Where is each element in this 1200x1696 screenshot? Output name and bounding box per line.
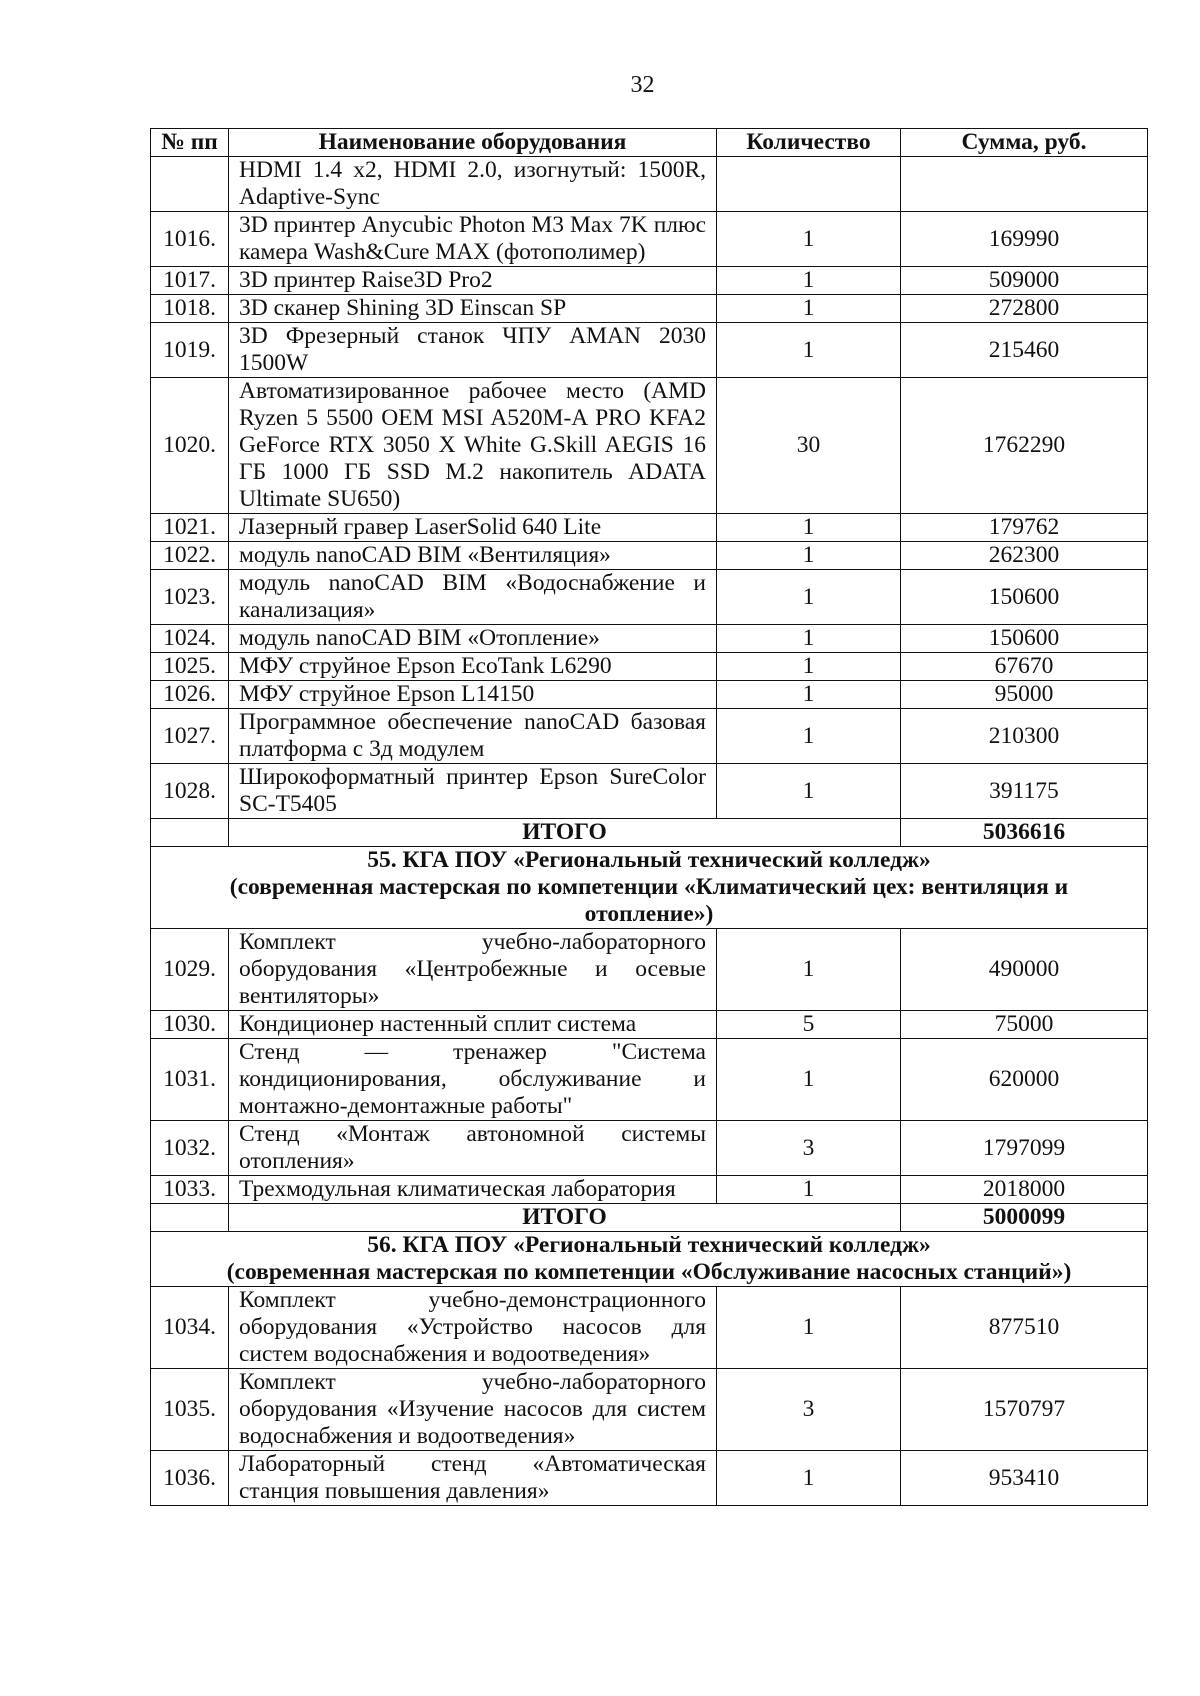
row-name: МФУ струйное Epson EcoTank L6290 [229,653,717,681]
row-number: 1030. [151,1011,229,1039]
row-name: Программное обеспечение nanoCAD базовая платформа с 3д модулем [229,709,717,764]
row-name: 3D принтер Anycubic Photon M3 Max 7K плюс камера Wash&Cure MAX (фотополимер) [229,212,717,267]
row-number: 1032. [151,1121,229,1176]
total-sum: 5000099 [901,1204,1148,1232]
row-name: Автоматизированное рабочее место (AMD Ryzen 5 5500 OEM MSI A520M-A PRO KFA2 GeForce RTX 3050 X White G.Skill AEGIS 16 ГБ 1000 ГБ SSD M.2 накопитель ADATA Ultimate SU650) [229,378,717,514]
row-name: Стенд — тренажер "Система кондиционирования, обслуживание и монтажно-демонтажные работы" [229,1039,717,1121]
row-sum: 391175 [901,764,1148,819]
column-header-quantity: Количество [717,129,901,157]
table-row [151,212,1148,267]
column-header-name: Наименование оборудования [229,129,717,157]
row-sum: 169990 [901,212,1148,267]
row-quantity: 1 [717,570,901,625]
table-row [151,1451,1148,1506]
row-quantity: 1 [717,542,901,570]
row-name: модуль nanoCAD BIM «Вентиляция» [229,542,717,570]
row-sum: 877510 [901,1287,1148,1369]
table-row [151,1369,1148,1451]
row-name: Широкоформатный принтер Epson SureColor SC-T5405 [229,764,717,819]
row-number: 1036. [151,1451,229,1506]
row-name: модуль nanoCAD BIM «Отопление» [229,625,717,653]
row-quantity: 1 [717,212,901,267]
row-number: 1029. [151,929,229,1011]
row-number: 1035. [151,1369,229,1451]
row-sum: 1762290 [901,378,1148,514]
equipment-table [150,128,1148,1506]
row-number: 1026. [151,681,229,709]
row-sum: 150600 [901,570,1148,625]
row-quantity: 1 [717,1176,901,1204]
row-number: 1018. [151,295,229,323]
row-number: 1017. [151,267,229,295]
table-row [151,1176,1148,1204]
row-quantity: 3 [717,1369,901,1451]
table-row [151,267,1148,295]
row-quantity: 1 [717,929,901,1011]
row-number: 1027. [151,709,229,764]
row-number: 1033. [151,1176,229,1204]
total-empty-cell [151,819,229,847]
row-quantity: 1 [717,1039,901,1121]
table-row [151,625,1148,653]
table-row [151,1039,1148,1121]
section-title: 56. КГА ПОУ «Региональный технический колледж» [367,1232,931,1258]
row-quantity: 3 [717,1121,901,1176]
total-label: ИТОГО [229,1204,901,1232]
column-header-sum: Сумма, руб. [901,129,1148,157]
row-name: 3D принтер Raise3D Pro2 [229,267,717,295]
row-number: 1019. [151,323,229,378]
table-row [151,542,1148,570]
row-name: модуль nanoCAD BIM «Водоснабжение и канализация» [229,570,717,625]
table-row [151,653,1148,681]
row-quantity: 5 [717,1011,901,1039]
row-sum: 150600 [901,625,1148,653]
row-sum: 179762 [901,514,1148,542]
row-quantity: 1 [717,1451,901,1506]
row-quantity: 1 [717,514,901,542]
row-name: Лабораторный стенд «Автоматическая станция повышения давления» [229,1451,717,1506]
table-row [151,295,1148,323]
section-heading [151,1232,1148,1287]
row-name: Лазерный гравер LaserSolid 640 Lite [229,514,717,542]
row-sum: 272800 [901,295,1148,323]
row-sum [901,157,1148,212]
table-row [151,929,1148,1011]
row-number: 1016. [151,212,229,267]
table-row [151,570,1148,625]
row-name: 3D сканер Shining 3D Einscan SP [229,295,717,323]
row-sum: 620000 [901,1039,1148,1121]
row-sum: 210300 [901,709,1148,764]
row-quantity: 1 [717,625,901,653]
row-sum: 2018000 [901,1176,1148,1204]
table-row [151,323,1148,378]
row-number: 1024. [151,625,229,653]
total-row [151,819,1148,847]
row-name: Комплект учебно-лабораторного оборудования «Центробежные и осевые вентиляторы» [229,929,717,1011]
section-title: 55. КГА ПОУ «Региональный технический колледж» [367,847,931,873]
row-sum: 67670 [901,653,1148,681]
table-row [151,378,1148,514]
section-subtitle: (современная мастерская по компетенции «Климатический цех: вентиляция и отопление») [229,874,1069,927]
row-name: Стенд «Монтаж автономной системы отопления» [229,1121,717,1176]
row-sum: 1797099 [901,1121,1148,1176]
row-sum: 953410 [901,1451,1148,1506]
table-row [151,514,1148,542]
section-header-56 [151,1232,1148,1287]
row-quantity: 30 [717,378,901,514]
row-number: 1034. [151,1287,229,1369]
table-row [151,681,1148,709]
table-header-row [151,129,1148,157]
section-heading [151,847,1148,929]
total-empty-cell [151,1204,229,1232]
row-name: Комплект учебно-лабораторного оборудования «Изучение насосов для систем водоснабжения и водоотведения» [229,1369,717,1451]
table-row [151,709,1148,764]
table-row [151,1121,1148,1176]
row-name: HDMI 1.4 x2, HDMI 2.0, изогнутый: 1500R, Adaptive-Sync [229,157,717,212]
row-name: Кондиционер настенный сплит система [229,1011,717,1039]
row-sum: 1570797 [901,1369,1148,1451]
row-quantity: 1 [717,295,901,323]
table-row [151,1287,1148,1369]
row-number: 1028. [151,764,229,819]
row-sum: 490000 [901,929,1148,1011]
row-quantity: 1 [717,323,901,378]
row-quantity: 1 [717,709,901,764]
row-number: 1031. [151,1039,229,1121]
table-row [151,1011,1148,1039]
row-quantity: 1 [717,653,901,681]
table-row [151,764,1148,819]
row-number: 1022. [151,542,229,570]
row-sum: 509000 [901,267,1148,295]
row-name: 3D Фрезерный станок ЧПУ AMAN 2030 1500W [229,323,717,378]
row-name: МФУ струйное Epson L14150 [229,681,717,709]
total-row [151,1204,1148,1232]
row-name: Комплект учебно-демонстрационного оборудования «Устройство насосов для систем водоснабжения и водоотведения» [229,1287,717,1369]
row-quantity: 1 [717,267,901,295]
row-sum: 75000 [901,1011,1148,1039]
column-header-number: № пп [151,129,229,157]
row-quantity: 1 [717,1287,901,1369]
row-sum: 262300 [901,542,1148,570]
row-sum: 215460 [901,323,1148,378]
row-quantity: 1 [717,681,901,709]
row-number: 1025. [151,653,229,681]
row-number: 1020. [151,378,229,514]
row-quantity [717,157,901,212]
row-number [151,157,229,212]
row-quantity: 1 [717,764,901,819]
total-sum: 5036616 [901,819,1148,847]
row-number: 1023. [151,570,229,625]
total-label: ИТОГО [229,819,901,847]
table-row [151,157,1148,212]
row-sum: 95000 [901,681,1148,709]
row-name: Трехмодульная климатическая лаборатория [229,1176,717,1204]
page-number: 32 [630,72,655,98]
section-header-55 [151,847,1148,929]
section-subtitle: (современная мастерская по компетенции «Обслуживание насосных станций») [226,1259,1072,1285]
row-number: 1021. [151,514,229,542]
